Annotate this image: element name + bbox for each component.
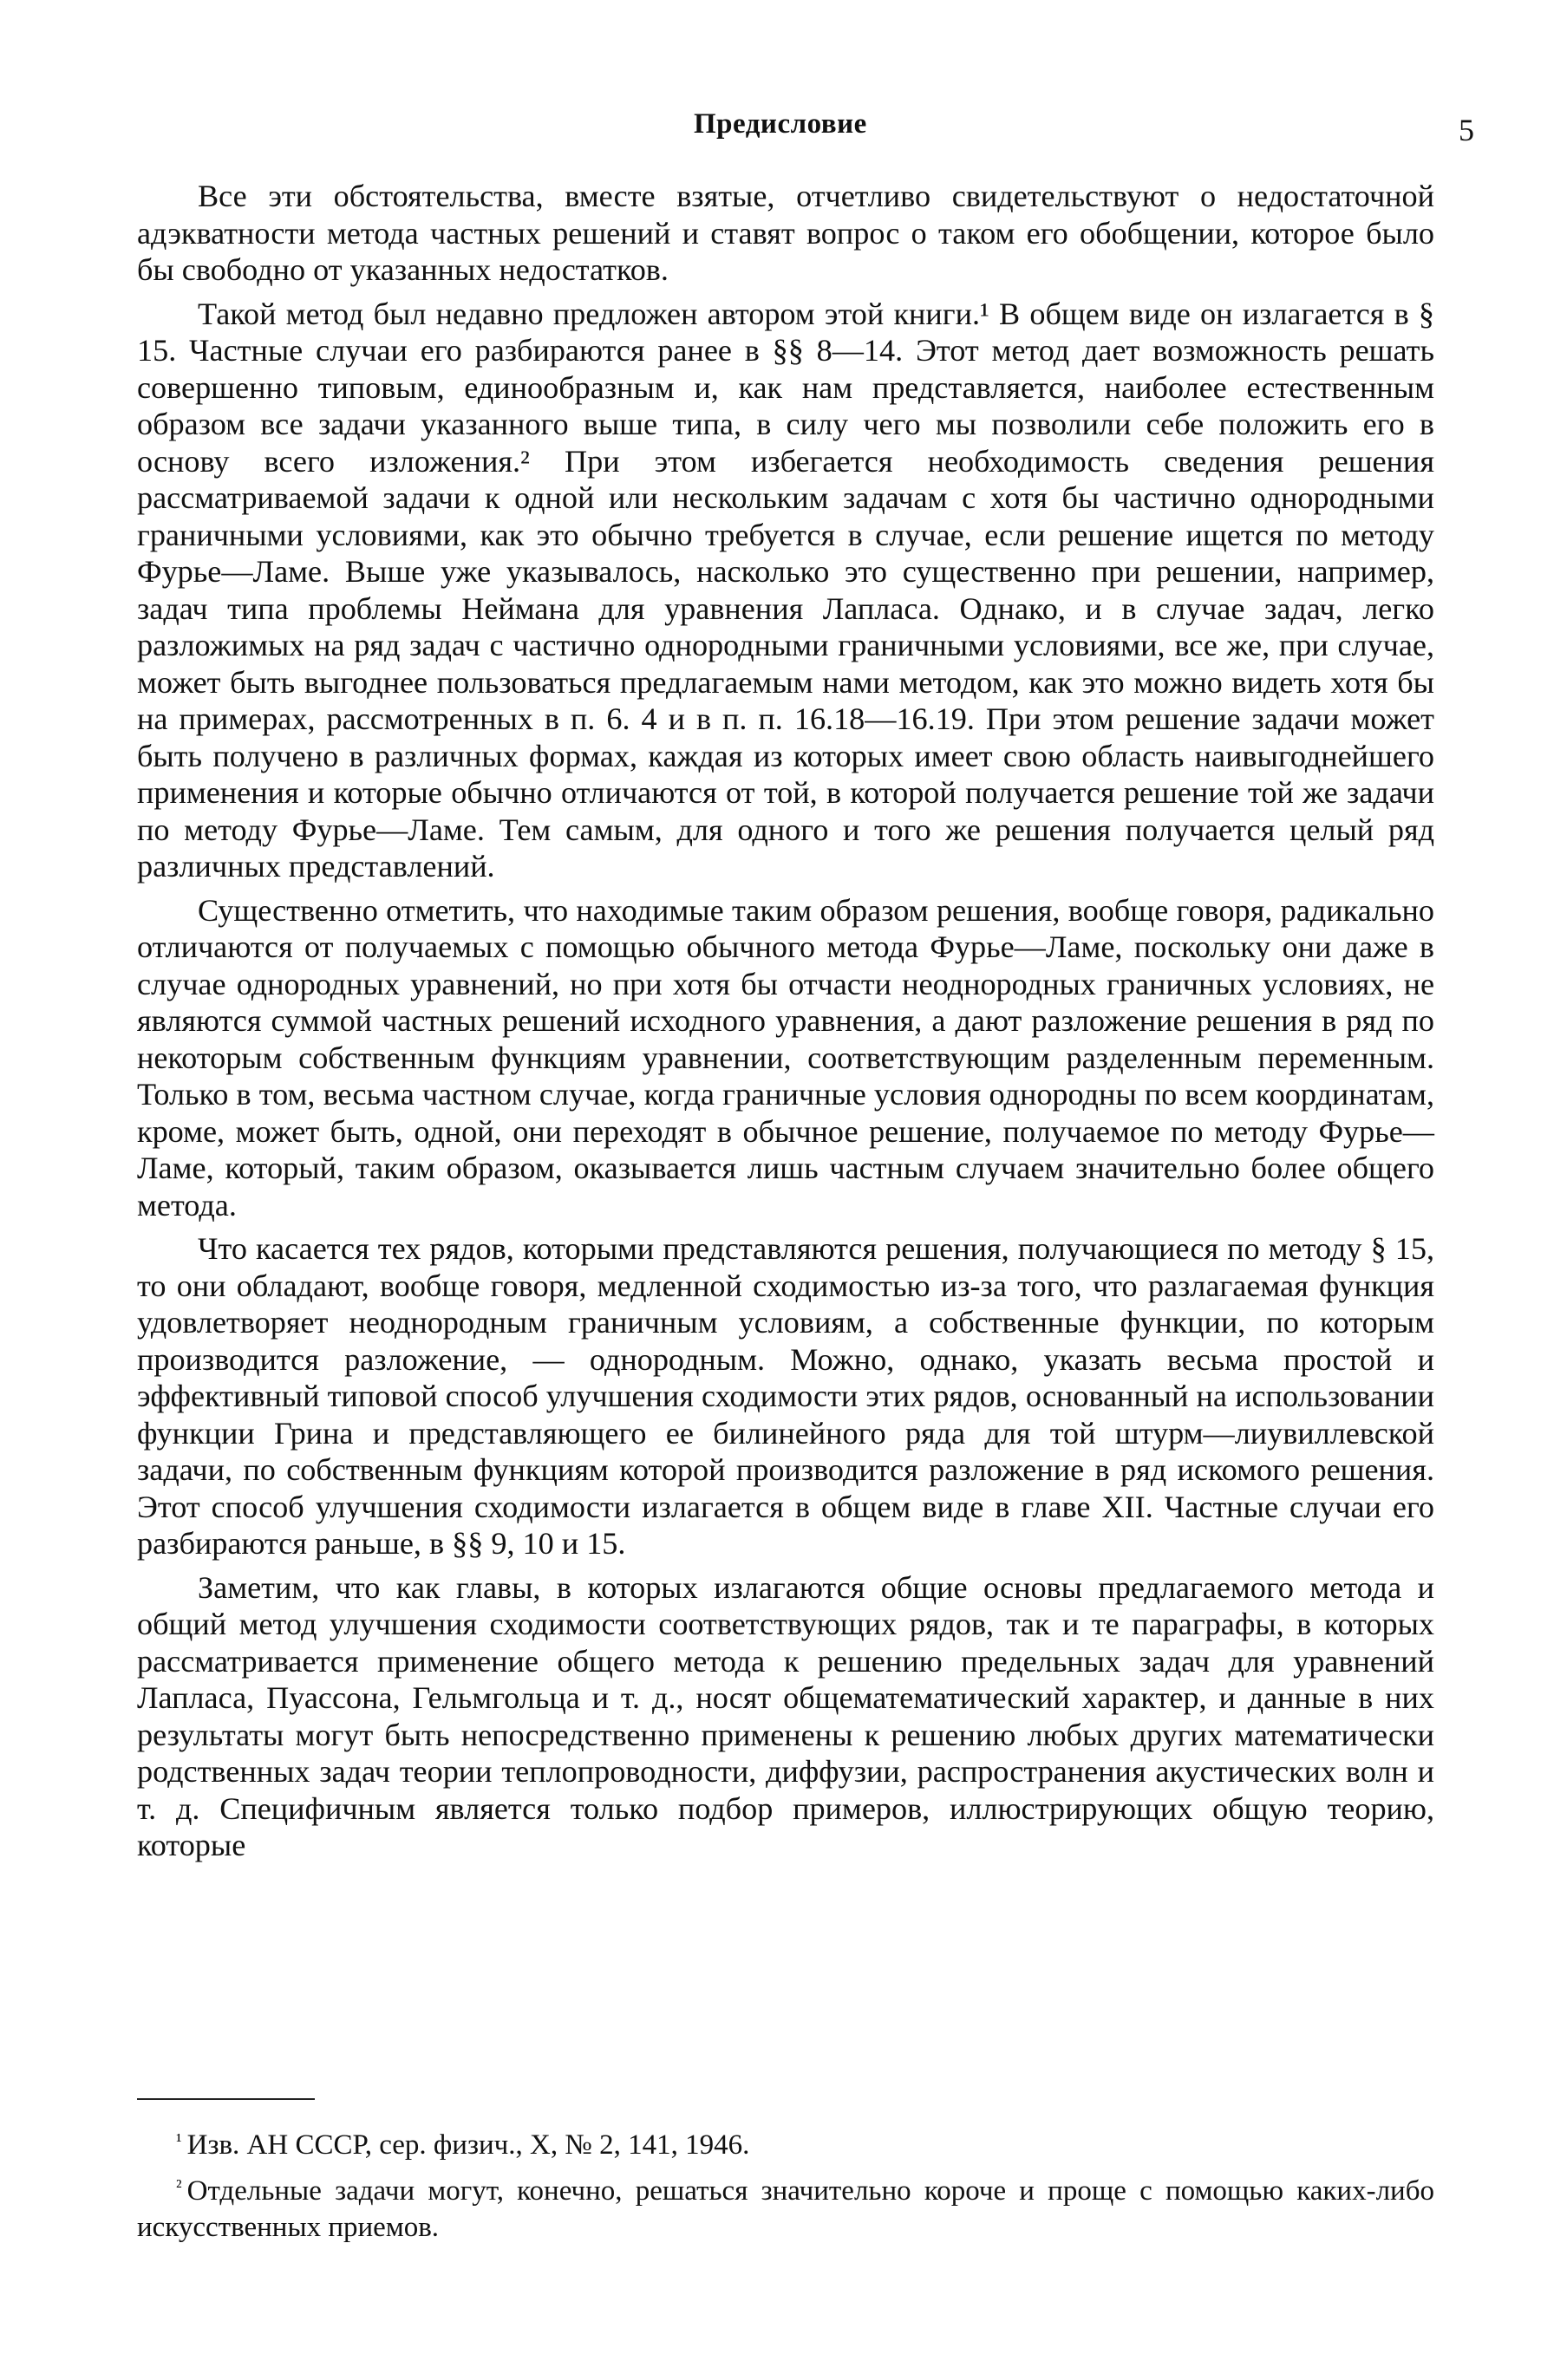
paragraph: Такой метод был недавно предложен автором этой книги.¹ В общем виде он излагается в § 15. Частные случаи его разбираются ранее в §§ 8—14. Этот метод дает возможность решать совершенно типовым, единообразным и, как нам представляется, наиболее естественным образом все задачи указанного выше типа, в силу чего мы позволили себе положить его в основу всего изложения.² При этом избегается необходимость сведения решения рассматриваемой задачи к одной или нескольким задачам с хотя бы частично однородными граничными условиями, как это обычно требуется в случае, если решение ищется по методу Фурье—Ламе. Выше уже указывалось, насколько это существенно при решении, например, задач типа проблемы Неймана для уравнения Лапласа. Однако, и в случае задач, легко разложимых на ряд задач с частично однородными граничными условиями, все же, при случае, может быть выгоднее пользоваться предлагаемым нами методом, как это можно видеть хотя бы на примерах, рассмотренных в п. 6. 4 и в п. п. 16.18—16.19. При этом решение задачи может быть получено в различных формах, каждая из которых имеет свою область наивыгоднейшего применения и которые обычно отличаются от той, в которой получается решение той же задачи по методу Фурье—Ламе. Тем самым, для одного и того же решения получается целый ряд различных представлений.: [137, 296, 1434, 884]
paragraph: Все эти обстоятельства, вместе взятые, отчетливо свидетельствуют о недостаточной адэкватности метода частных решений и ставят вопрос о таком его обобщении, которое было бы свободно от указанных недостатков.: [137, 179, 1434, 287]
footnote-mark: ²: [176, 2175, 182, 2197]
footnote: [137, 2122, 1434, 2163]
paragraph: Заметим, что как главы, в которых излагаются общие основы предлагаемого метода и общий метод улучшения сходимости соответствующих рядов, так и те параграфы, в которых рассматривается применение общего метода к решению предельных задач для уравнений Лапласа, Пуассона, Гельмгольца и т. д., носят общематематический характер, и данные в них результаты могут быть непосредственно применены к решению любых других математически родственных задач теории теплопроводности, диффузии, распространения акустических волн и т. д. Специфичным является только подбор примеров, иллюстрирующих общую теорию, которые: [137, 1569, 1434, 1862]
body-text: [137, 178, 1434, 1864]
footnotes: [137, 2122, 1434, 2251]
running-head: [191, 108, 1474, 160]
footnote: [137, 2168, 1434, 2246]
footnote-separator: [137, 2098, 315, 2100]
paragraph: Существенно отметить, что находимые таким образом решения, вообще говоря, радикально отличаются от получаемых с помощью обычного метода Фурье—Ламе, поскольку они даже в случае однородных уравнений, но при хотя бы отчасти неоднородных граничных условиях, не являются суммой частных решений исходного уравнения, а дают разложение решения в ряд по некоторым собственным функциям уравнении, соответствующим разделенным переменным. Только в том, весьма частном случае, когда граничные условия однородны по всем координатам, кроме, может быть, одной, они переходят в обычное решение, получаемое по методу Фурье—Ламе, который, таким образом, оказывается лишь частным случаем значительно более общего метода.: [137, 892, 1434, 1223]
page-number: 5: [1459, 113, 1474, 147]
paragraph: Что касается тех рядов, которыми представляются решения, получающиеся по методу § 15, то они обладают, вообще говоря, медленной сходимостью из-за того, что разлагаемая функция удовлетворяет неоднородным граничным условиям, а собственные функции, по которым производится разложение, — однородным. Можно, однако, указать весьма простой и эффективный типовой способ улучшения сходимости этих рядов, основанный на использовании функции Грина и представляющего ее билинейного ряда для той штурм—лиувиллевской задачи, по собственным функциям которой производится разложение в ряд искомого решения. Этот способ улучшения сходимости излагается в общем виде в главе XII. Частные случаи его разбираются раньше, в §§ 9, 10 и 15.: [137, 1231, 1434, 1561]
footnote-mark: ¹: [176, 2129, 182, 2151]
footnote-text: Отдельные задачи могут, конечно, решаться значительно короче и проще с помощью каких-либо искусственных приемов.: [137, 2175, 1434, 2243]
page-title: Предисловие: [694, 108, 867, 140]
footnote-text: Изв. АН СССР, сер. физич., X, № 2, 141, 1946.: [186, 2129, 750, 2161]
